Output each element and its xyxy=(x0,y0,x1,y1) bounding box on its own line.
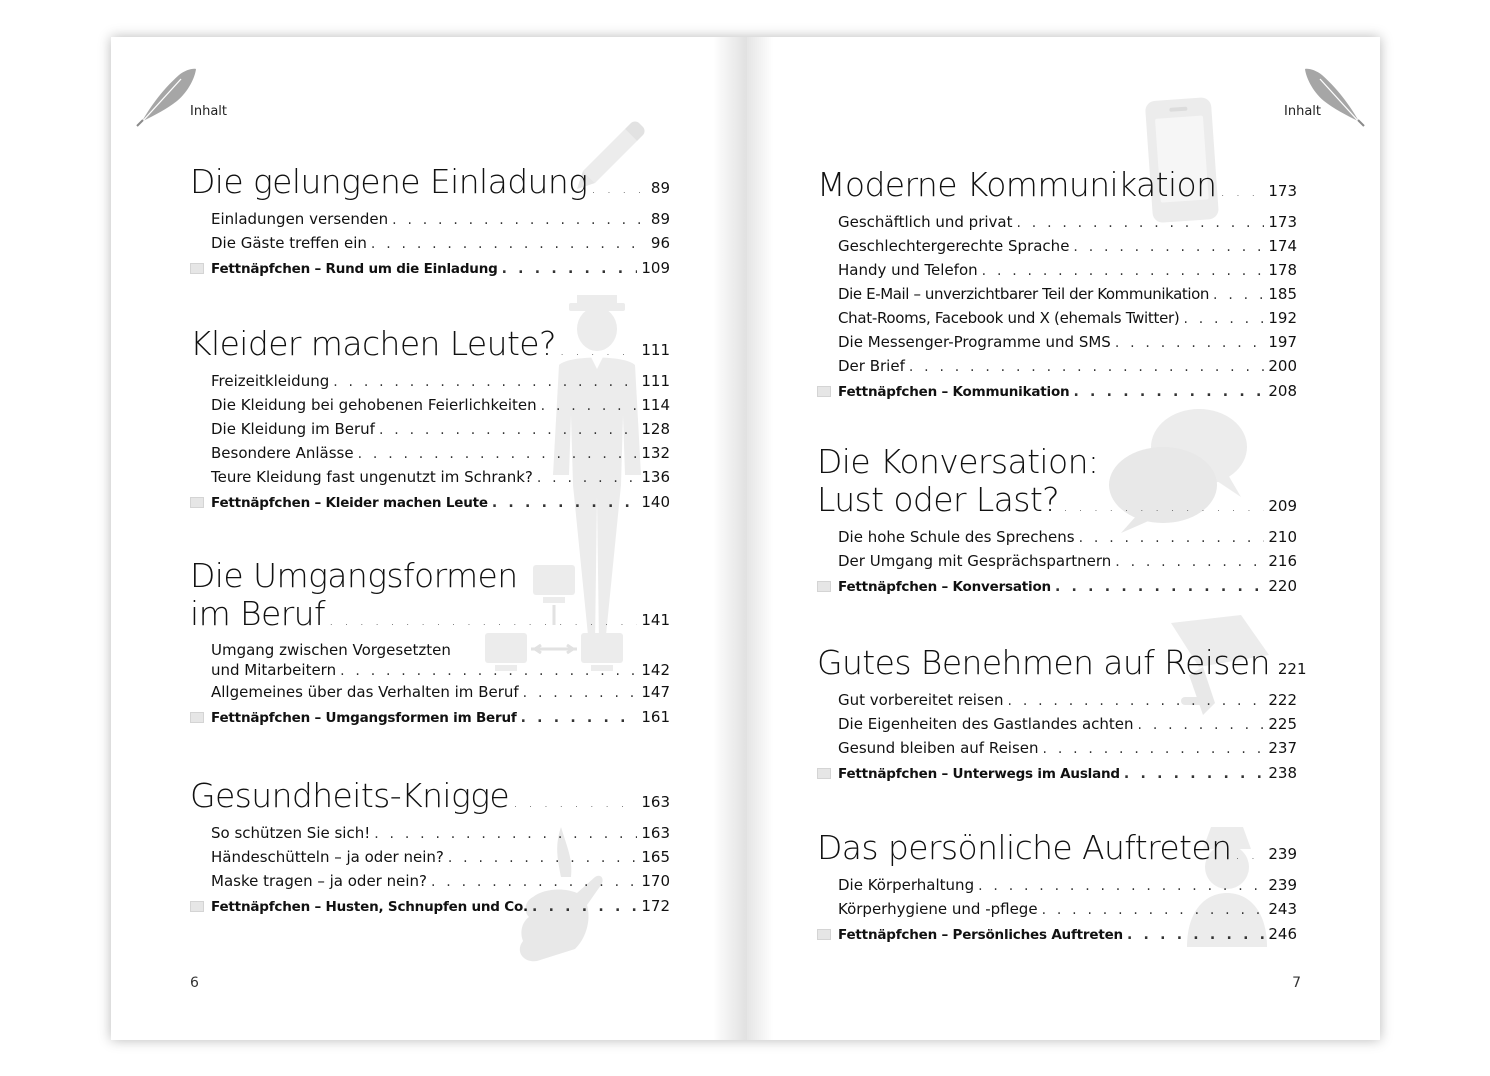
dot-leader xyxy=(329,602,637,640)
entry-title: Fettnäpfchen – Husten, Schnupfen und Co. xyxy=(211,899,528,915)
fettnaepfchen-entry[interactable] xyxy=(190,256,670,281)
entry-title: Geschlechtergerechte Sprache xyxy=(838,237,1070,255)
toc-entry[interactable] xyxy=(817,526,1297,550)
page-number: 163 xyxy=(641,793,670,811)
tip-square-marker xyxy=(817,929,831,940)
entry-title: So schützen Sie sich! xyxy=(211,824,371,842)
page-number: 220 xyxy=(1268,577,1297,595)
dot-leader xyxy=(1213,284,1264,307)
dot-leader xyxy=(1115,551,1264,574)
page-number: 128 xyxy=(641,420,670,438)
entry-title: Die Eigenheiten des Gastlandes achten xyxy=(838,715,1134,733)
toc-entry[interactable] xyxy=(190,870,670,894)
toc-entry[interactable] xyxy=(190,640,670,681)
entry-title: Körperhygiene und -pflege xyxy=(838,900,1038,918)
dot-leader xyxy=(1055,575,1264,599)
dot-leader xyxy=(1079,527,1265,550)
fettnaepfchen-entry[interactable] xyxy=(190,490,670,515)
fettnaepfchen-entry[interactable] xyxy=(817,761,1297,786)
dot-leader xyxy=(1115,332,1265,355)
entry-title: Fettnäpfchen – Rund um die Einladung xyxy=(211,261,498,277)
toc-section xyxy=(190,557,670,730)
chapter-title-line1: Die Umgangsformen xyxy=(190,556,518,595)
chapter-title-line1: Die Konversation: xyxy=(817,442,1099,481)
right-page xyxy=(747,37,1380,1040)
dot-leader xyxy=(909,356,1265,379)
dot-leader xyxy=(1008,690,1265,713)
page-number: 210 xyxy=(1268,528,1297,546)
dot-leader xyxy=(1073,380,1264,404)
page-number-footer: 6 xyxy=(190,975,199,991)
tip-square-marker xyxy=(190,497,204,508)
book-spread xyxy=(111,37,1380,1040)
dot-leader xyxy=(523,682,638,705)
page-number: 161 xyxy=(641,708,670,726)
entry-title: Fettnäpfchen – Kommunikation xyxy=(838,384,1070,400)
page-number: 172 xyxy=(641,897,670,915)
dot-leader xyxy=(1042,899,1265,922)
page-number: 147 xyxy=(641,683,670,701)
toc-entry[interactable] xyxy=(190,466,670,490)
page-number: 246 xyxy=(1268,925,1297,943)
toc-entry[interactable] xyxy=(817,355,1297,379)
dot-leader xyxy=(448,847,637,870)
page-number: 197 xyxy=(1268,333,1297,351)
toc-section xyxy=(190,777,670,919)
page-number: 89 xyxy=(650,210,670,228)
entry-title: Händeschütteln – ja oder nein? xyxy=(211,848,444,866)
page-number: 174 xyxy=(1268,237,1297,255)
entry-title: Handy und Telefon xyxy=(838,261,978,279)
entry-title: Teure Kleidung fast ungenutzt im Schrank? xyxy=(211,468,533,486)
toc-entry[interactable] xyxy=(190,394,670,418)
entry-title: Geschäftlich und privat xyxy=(838,213,1013,231)
fettnaepfchen-entry[interactable] xyxy=(817,922,1297,947)
dot-leader xyxy=(431,871,637,894)
dot-leader xyxy=(1127,923,1264,947)
dot-leader xyxy=(371,233,647,256)
toc-entry[interactable] xyxy=(817,235,1297,259)
entry-title: Die Gäste treffen ein xyxy=(211,234,367,252)
page-number: 237 xyxy=(1268,739,1297,757)
dot-leader xyxy=(1220,173,1264,211)
page-number: 243 xyxy=(1268,900,1297,918)
page-number: 89 xyxy=(650,179,670,197)
toc-entry[interactable] xyxy=(190,418,670,442)
dot-leader xyxy=(541,395,638,418)
dot-leader xyxy=(982,260,1265,283)
dot-leader xyxy=(340,661,637,681)
toc-entry[interactable] xyxy=(190,846,670,870)
chapter-title-row[interactable] xyxy=(817,829,1297,874)
dot-leader xyxy=(978,875,1264,898)
entry-title: Der Umgang mit Gesprächspartnern xyxy=(838,552,1112,570)
page-number: 163 xyxy=(641,824,670,842)
toc-section xyxy=(817,443,1297,599)
dot-leader xyxy=(379,419,637,442)
toc-entry[interactable] xyxy=(817,259,1297,283)
entry-title: Besondere Anlässe xyxy=(211,444,354,462)
entry-title: Allgemeines über das Verhalten im Beruf xyxy=(211,683,519,701)
page-number: 173 xyxy=(1268,213,1297,231)
page-number: 225 xyxy=(1268,715,1297,733)
tip-square-marker xyxy=(817,768,831,779)
chapter-title-row[interactable] xyxy=(190,777,670,822)
page-gutter-shadow xyxy=(747,37,773,1040)
dot-leader xyxy=(1235,836,1264,874)
entry-title: Die Körperhaltung xyxy=(838,876,975,894)
page-number: 141 xyxy=(641,611,670,629)
page-gutter-shadow xyxy=(713,37,747,1040)
tip-square-marker xyxy=(817,581,831,592)
page-number: 185 xyxy=(1268,285,1297,303)
toc-entry[interactable] xyxy=(190,681,670,705)
chapter-title: Moderne Kommunikation xyxy=(817,165,1217,204)
chapter-title-row[interactable] xyxy=(817,443,1297,526)
page-number: 209 xyxy=(1268,497,1297,515)
entry-title: Die Kleidung bei gehobenen Feierlichkeiten xyxy=(211,396,537,414)
page-number: 208 xyxy=(1268,382,1297,400)
toc-entry[interactable] xyxy=(817,737,1297,761)
tip-square-marker xyxy=(190,901,204,912)
page-number: 165 xyxy=(641,848,670,866)
entry-title-line1: Umgang zwischen Vorgesetzten xyxy=(211,641,451,659)
dot-leader xyxy=(1016,212,1264,235)
page-number: 221 xyxy=(1277,660,1307,678)
dot-leader xyxy=(537,467,637,490)
page-number: 222 xyxy=(1268,691,1297,709)
toc-section xyxy=(817,643,1307,786)
entry-title: Die hohe Schule des Sprechens xyxy=(838,528,1075,546)
tip-square-marker xyxy=(190,263,204,274)
page-number: 96 xyxy=(650,234,670,252)
toc-entry[interactable] xyxy=(190,442,670,466)
chapter-title: Kleider machen Leute? xyxy=(190,324,556,363)
page-number-footer: 7 xyxy=(1292,975,1301,991)
dot-leader xyxy=(1043,738,1265,761)
page-number: 109 xyxy=(641,259,670,277)
page-number: 142 xyxy=(641,661,670,679)
toc-entry[interactable] xyxy=(817,689,1297,713)
chapter-title: Gesundheits-Knigge xyxy=(190,776,510,815)
entry-title: Maske tragen – ja oder nein? xyxy=(211,872,427,890)
page-number: 238 xyxy=(1268,764,1297,782)
fettnaepfchen-entry[interactable] xyxy=(190,894,670,919)
tip-square-marker xyxy=(190,712,204,723)
chapter-title-row[interactable] xyxy=(190,557,670,640)
entry-title: Gut vorbereitet reisen xyxy=(838,691,1004,709)
toc-entry[interactable] xyxy=(817,307,1297,331)
entry-title: Fettnäpfchen – Umgangsformen im Beruf xyxy=(211,710,517,726)
dot-leader xyxy=(1124,762,1264,786)
chapter-title: Die gelungene Einladung xyxy=(190,162,588,201)
page-number: 239 xyxy=(1268,876,1297,894)
dot-leader xyxy=(392,209,647,232)
page-number: 114 xyxy=(641,396,670,414)
entry-title: Chat-Rooms, Facebook und X (ehemals Twitter) xyxy=(838,309,1180,327)
entry-title: Die Messenger-Programme und SMS xyxy=(838,333,1111,351)
left-page xyxy=(111,37,747,1040)
toc-entry[interactable] xyxy=(190,822,670,846)
fettnaepfchen-entry[interactable] xyxy=(817,379,1297,404)
dot-leader xyxy=(1073,236,1264,259)
toc-entry[interactable] xyxy=(817,211,1297,235)
page-number: 173 xyxy=(1268,182,1297,200)
toc-section xyxy=(817,829,1297,947)
entry-title: Die E-Mail – unverzichtbarer Teil der Kommunikation xyxy=(838,285,1210,303)
entry-title-line2: und Mitarbeitern xyxy=(211,661,337,679)
toc-entry[interactable] xyxy=(190,208,670,232)
chapter-title-row[interactable] xyxy=(817,166,1297,211)
dot-leader xyxy=(374,823,637,846)
chapter-title-row[interactable] xyxy=(190,163,670,208)
entry-title: Der Brief xyxy=(838,357,905,375)
entry-title: Gesund bleiben auf Reisen xyxy=(838,739,1039,757)
running-head: Inhalt xyxy=(190,104,227,119)
dot-leader xyxy=(502,257,638,281)
running-head: Inhalt xyxy=(1284,104,1321,119)
dot-leader xyxy=(1063,488,1264,526)
dot-leader xyxy=(492,491,638,515)
toc-entry[interactable] xyxy=(817,898,1297,922)
dot-leader xyxy=(521,706,638,730)
dot-leader xyxy=(532,895,637,919)
toc-entry[interactable] xyxy=(817,283,1297,307)
entry-title: Fettnäpfchen – Konversation xyxy=(838,579,1051,595)
toc-entry[interactable] xyxy=(817,713,1297,737)
entry-title: Einladungen versenden xyxy=(211,210,389,228)
toc-entry[interactable] xyxy=(190,232,670,256)
dot-leader xyxy=(591,170,647,208)
toc-entry[interactable] xyxy=(190,370,670,394)
chapter-title-row[interactable] xyxy=(190,325,670,370)
chapter-title: Das persönliche Auftreten xyxy=(817,828,1232,867)
entry-title: Freizeitkleidung xyxy=(211,372,330,390)
page-number: 132 xyxy=(641,444,670,462)
page-number: 170 xyxy=(641,872,670,890)
chapter-title: Gutes Benehmen auf Reisen xyxy=(817,643,1270,682)
page-number: 111 xyxy=(641,372,670,390)
toc-entry[interactable] xyxy=(817,331,1297,355)
dot-leader xyxy=(1183,308,1264,331)
page-number: 200 xyxy=(1268,357,1297,375)
toc-entry[interactable] xyxy=(817,874,1297,898)
toc-section xyxy=(190,163,670,281)
page-number: 136 xyxy=(641,468,670,486)
page-number: 239 xyxy=(1268,845,1297,863)
page-number: 140 xyxy=(641,493,670,511)
fettnaepfchen-entry[interactable] xyxy=(190,705,670,730)
tip-square-marker xyxy=(817,386,831,397)
page-number: 192 xyxy=(1268,309,1297,327)
chapter-title-line2: Lust oder Last? xyxy=(817,480,1060,519)
dot-leader xyxy=(1138,714,1265,737)
chapter-title-row[interactable] xyxy=(817,643,1307,689)
dot-leader xyxy=(560,332,637,370)
fettnaepfchen-entry[interactable] xyxy=(817,574,1297,599)
dot-leader xyxy=(358,443,638,466)
chapter-title-line2: im Beruf xyxy=(190,594,326,633)
entry-title: Fettnäpfchen – Unterwegs im Ausland xyxy=(838,766,1120,782)
dot-leader xyxy=(513,784,637,822)
entry-title: Die Kleidung im Beruf xyxy=(211,420,375,438)
page-number: 111 xyxy=(641,341,670,359)
toc-section xyxy=(817,166,1297,404)
entry-title: Fettnäpfchen – Kleider machen Leute xyxy=(211,495,488,511)
dot-leader xyxy=(333,371,637,394)
page-number: 178 xyxy=(1268,261,1297,279)
page-number: 216 xyxy=(1268,552,1297,570)
toc-entry[interactable] xyxy=(817,550,1297,574)
toc-section xyxy=(190,325,670,515)
entry-title: Fettnäpfchen – Persönliches Auftreten xyxy=(838,927,1123,943)
